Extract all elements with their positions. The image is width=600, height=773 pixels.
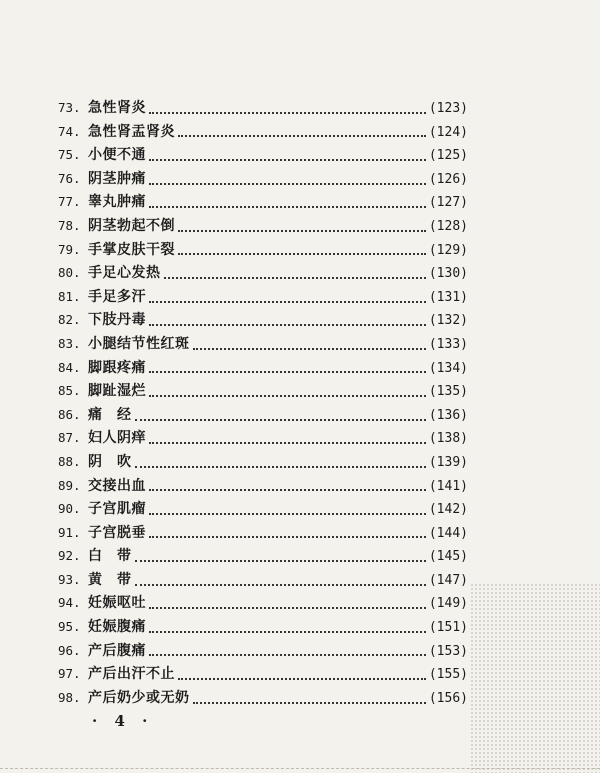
entry-title: 下肢丹毒 bbox=[88, 312, 146, 329]
dot-leader bbox=[149, 644, 426, 656]
dot-leader bbox=[149, 621, 426, 633]
dot-leader bbox=[135, 550, 426, 562]
toc-entry[interactable] bbox=[58, 214, 468, 238]
entry-page: (141) bbox=[428, 478, 468, 494]
toc-entry[interactable] bbox=[58, 497, 468, 521]
toc-entry[interactable] bbox=[58, 143, 468, 167]
entry-page: (131) bbox=[428, 289, 468, 305]
entry-title: 子宫脱垂 bbox=[88, 524, 146, 541]
entry-number: 89. bbox=[58, 477, 81, 493]
dot-leader bbox=[178, 243, 426, 255]
entry-number: 77. bbox=[58, 194, 81, 210]
dot-leader bbox=[135, 409, 426, 421]
entry-page: (123) bbox=[428, 101, 468, 116]
page-number-footer: · 4 · bbox=[92, 712, 154, 730]
dot-leader bbox=[135, 456, 426, 468]
entry-title: 产后奶少或无奶 bbox=[88, 689, 190, 706]
entry-page: (151) bbox=[428, 620, 468, 636]
toc-entry[interactable] bbox=[58, 261, 468, 285]
toc-entry[interactable] bbox=[58, 615, 468, 639]
dot-leader bbox=[178, 220, 426, 232]
entry-title: 黄 带 bbox=[88, 571, 132, 588]
entry-number: 79. bbox=[58, 241, 81, 257]
entry-page: (135) bbox=[428, 384, 468, 400]
dot-leader bbox=[149, 503, 426, 515]
entry-title: 手足多汗 bbox=[88, 288, 146, 305]
entry-number: 85. bbox=[58, 383, 81, 399]
entry-number: 76. bbox=[58, 170, 81, 186]
entry-page: (127) bbox=[428, 195, 468, 211]
entry-number: 91. bbox=[58, 524, 81, 540]
dot-leader bbox=[149, 385, 426, 397]
entry-title: 阴 吹 bbox=[88, 453, 132, 470]
entry-page: (130) bbox=[428, 266, 468, 282]
entry-number: 92. bbox=[58, 548, 81, 564]
entry-number: 81. bbox=[58, 288, 81, 304]
entry-number: 97. bbox=[58, 666, 81, 682]
dot-leader bbox=[178, 125, 426, 137]
dot-leader bbox=[135, 574, 426, 586]
entry-number: 88. bbox=[58, 453, 81, 469]
entry-title: 急性肾炎 bbox=[88, 100, 146, 116]
entry-title: 产后腹痛 bbox=[88, 642, 146, 659]
entry-number: 95. bbox=[58, 619, 81, 635]
entry-page: (136) bbox=[428, 407, 468, 423]
entry-page: (155) bbox=[428, 667, 468, 683]
entry-page: (144) bbox=[428, 525, 468, 541]
entry-page: (139) bbox=[428, 454, 468, 470]
toc-entry[interactable] bbox=[58, 190, 468, 214]
entry-page: (126) bbox=[428, 171, 468, 187]
toc-entry[interactable] bbox=[58, 568, 468, 592]
toc-entry[interactable] bbox=[58, 332, 468, 356]
dot-leader bbox=[149, 361, 426, 373]
entry-page: (133) bbox=[428, 336, 468, 352]
toc-entry[interactable] bbox=[58, 521, 468, 545]
entry-page: (153) bbox=[428, 643, 468, 659]
dot-leader bbox=[178, 668, 426, 680]
entry-page: (147) bbox=[428, 572, 468, 588]
entry-title: 阴茎肿痛 bbox=[88, 170, 146, 187]
entry-number: 94. bbox=[58, 595, 81, 611]
entry-page: (142) bbox=[428, 502, 468, 518]
entry-page: (138) bbox=[428, 431, 468, 447]
entry-title: 阴茎勃起不倒 bbox=[88, 217, 175, 234]
entry-number: 87. bbox=[58, 430, 81, 446]
entry-title: 小腿结节性红斑 bbox=[88, 335, 190, 352]
entry-number: 93. bbox=[58, 571, 81, 587]
entry-page: (132) bbox=[428, 313, 468, 329]
toc-entry[interactable] bbox=[58, 308, 468, 332]
toc-entry[interactable] bbox=[58, 639, 468, 663]
entry-number: 73. bbox=[58, 100, 81, 115]
toc-entry[interactable] bbox=[58, 686, 468, 710]
entry-number: 90. bbox=[58, 501, 81, 517]
dot-leader bbox=[149, 432, 426, 444]
toc-entry[interactable] bbox=[58, 167, 468, 191]
entry-page: (124) bbox=[428, 124, 468, 140]
entry-page: (125) bbox=[428, 148, 468, 164]
toc-entry[interactable] bbox=[58, 591, 468, 615]
entry-title: 手掌皮肤干裂 bbox=[88, 241, 175, 258]
entry-title: 产后出汗不止 bbox=[88, 666, 175, 683]
toc-entry[interactable] bbox=[58, 356, 468, 380]
dot-leader bbox=[149, 597, 426, 609]
toc-entry[interactable] bbox=[58, 450, 468, 474]
entry-title: 急性肾盂肾炎 bbox=[88, 123, 175, 140]
entry-number: 75. bbox=[58, 147, 81, 163]
entry-title: 子宫肌瘤 bbox=[88, 501, 146, 518]
entry-title: 妊娠腹痛 bbox=[88, 619, 146, 636]
entry-title: 睾丸肿痛 bbox=[88, 194, 146, 211]
toc-entry[interactable] bbox=[58, 120, 468, 144]
entry-title: 妇人阴痒 bbox=[88, 430, 146, 447]
entry-number: 96. bbox=[58, 642, 81, 658]
entry-title: 痛 经 bbox=[88, 406, 132, 423]
entry-number: 86. bbox=[58, 406, 81, 422]
scan-halftone-artifact bbox=[470, 583, 600, 773]
entry-title: 小便不通 bbox=[88, 147, 146, 164]
dot-leader bbox=[193, 338, 426, 350]
entry-title: 脚跟疼痛 bbox=[88, 359, 146, 376]
scan-edge-line bbox=[0, 766, 600, 769]
toc-entry[interactable] bbox=[58, 379, 468, 403]
entry-page: (128) bbox=[428, 218, 468, 234]
entry-page: (134) bbox=[428, 360, 468, 376]
toc-entry[interactable] bbox=[58, 544, 468, 568]
toc-entry[interactable] bbox=[58, 662, 468, 686]
entry-number: 98. bbox=[58, 689, 81, 705]
dot-leader bbox=[149, 291, 426, 303]
toc-entry[interactable] bbox=[58, 96, 468, 120]
dot-leader bbox=[149, 314, 426, 326]
entry-title: 妊娠呕吐 bbox=[88, 595, 146, 612]
toc-entry[interactable] bbox=[58, 238, 468, 262]
entry-title: 脚趾湿烂 bbox=[88, 383, 146, 400]
entry-title: 白 带 bbox=[88, 548, 132, 565]
entry-page: (129) bbox=[428, 242, 468, 258]
entry-page: (145) bbox=[428, 549, 468, 565]
dot-leader bbox=[149, 526, 426, 538]
toc-entry[interactable] bbox=[58, 474, 468, 498]
entry-number: 78. bbox=[58, 217, 81, 233]
dot-leader bbox=[164, 267, 426, 279]
dot-leader bbox=[149, 173, 426, 185]
toc-entry[interactable] bbox=[58, 426, 468, 450]
entry-number: 80. bbox=[58, 265, 81, 281]
dot-leader bbox=[149, 102, 426, 114]
entry-number: 84. bbox=[58, 359, 81, 375]
dot-leader bbox=[149, 479, 426, 491]
table-of-contents bbox=[58, 96, 468, 709]
toc-entry[interactable] bbox=[58, 285, 468, 309]
entry-number: 82. bbox=[58, 312, 81, 328]
entry-page: (149) bbox=[428, 596, 468, 612]
entry-page: (156) bbox=[428, 690, 468, 706]
toc-entry[interactable] bbox=[58, 403, 468, 427]
dot-leader bbox=[149, 149, 426, 161]
entry-title: 手足心发热 bbox=[88, 265, 161, 282]
entry-number: 83. bbox=[58, 335, 81, 351]
entry-title: 交接出血 bbox=[88, 477, 146, 494]
dot-leader bbox=[149, 196, 426, 208]
entry-number: 74. bbox=[58, 123, 81, 139]
dot-leader bbox=[193, 692, 426, 704]
